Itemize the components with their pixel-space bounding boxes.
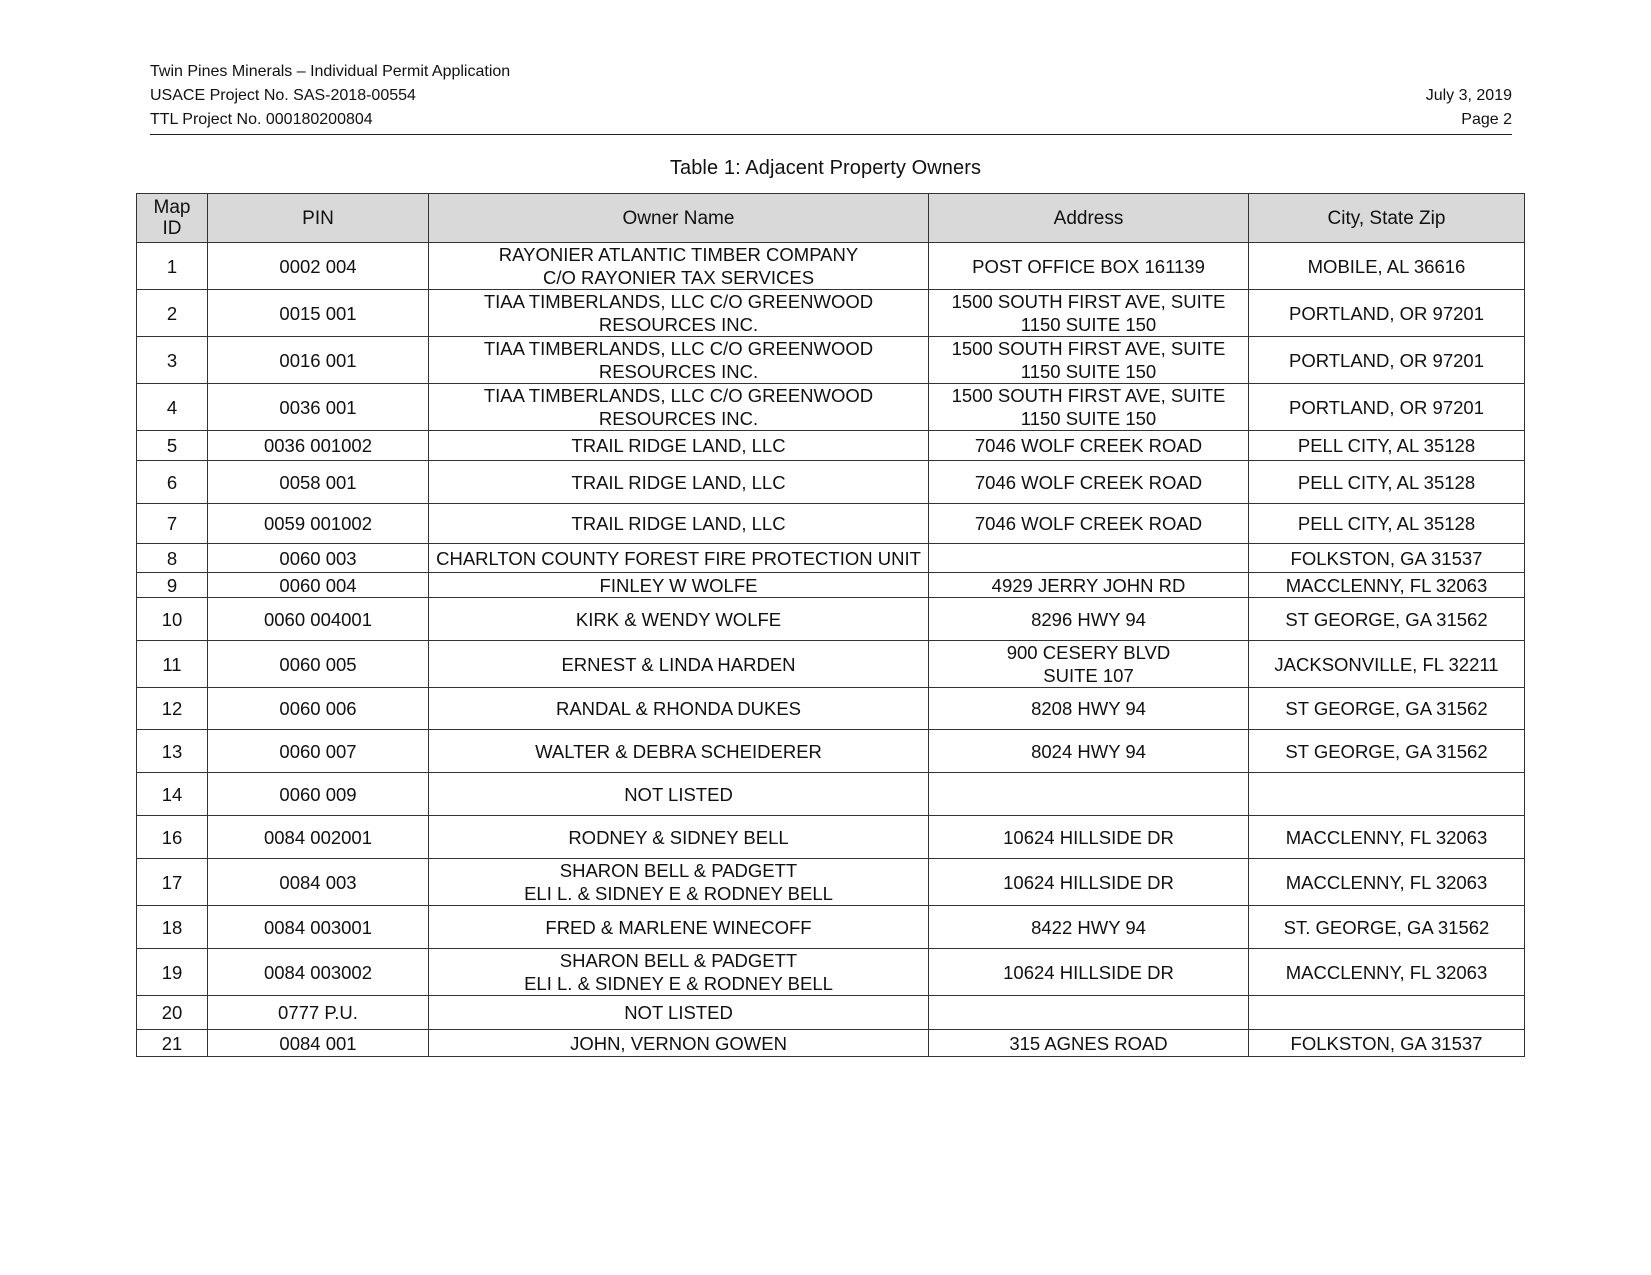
cell-city-state-zip: MACCLENNY, FL 32063 bbox=[1249, 949, 1525, 996]
cell-address-line: 1150 SUITE 150 bbox=[1020, 408, 1157, 429]
cell-map-id: 4 bbox=[137, 384, 208, 431]
header-date: July 3, 2019 bbox=[1425, 87, 1512, 104]
cell-pin: 0084 002001 bbox=[208, 816, 429, 859]
cell-owner-name-line: NOT LISTED bbox=[624, 1002, 733, 1023]
cell-address bbox=[929, 996, 1249, 1030]
cell-address bbox=[929, 1030, 1249, 1057]
table-row bbox=[137, 641, 1525, 688]
cell-address bbox=[929, 290, 1249, 337]
cell-owner-name bbox=[429, 641, 929, 688]
table-row bbox=[137, 243, 1525, 290]
cell-address-line: 1150 SUITE 150 bbox=[1020, 314, 1157, 335]
table-row bbox=[137, 504, 1525, 544]
cell-owner-name bbox=[429, 337, 929, 384]
cell-pin: 0015 001 bbox=[208, 290, 429, 337]
cell-address-line: 7046 WOLF CREEK ROAD bbox=[974, 513, 1203, 534]
cell-owner-name bbox=[429, 598, 929, 641]
cell-pin: 0060 005 bbox=[208, 641, 429, 688]
cell-map-id: 11 bbox=[137, 641, 208, 688]
cell-owner-name-line: NOT LISTED bbox=[624, 783, 733, 805]
table-row bbox=[137, 730, 1525, 773]
cell-city-state-zip: FOLKSTON, GA 31537 bbox=[1249, 544, 1525, 573]
cell-map-id: 2 bbox=[137, 290, 208, 337]
cell-address bbox=[929, 641, 1249, 688]
cell-city-state-zip bbox=[1249, 773, 1525, 816]
cell-address bbox=[929, 773, 1249, 816]
cell-address bbox=[929, 730, 1249, 773]
cell-owner-name-line: FINLEY W WOLFE bbox=[599, 574, 758, 596]
column-header-map-id-line: Map bbox=[153, 197, 191, 218]
cell-map-id: 14 bbox=[137, 773, 208, 816]
cell-address bbox=[929, 504, 1249, 544]
table-row bbox=[137, 337, 1525, 384]
cell-city-state-zip: ST GEORGE, GA 31562 bbox=[1249, 598, 1525, 641]
cell-address bbox=[929, 573, 1249, 598]
cell-city-state-zip: ST. GEORGE, GA 31562 bbox=[1249, 906, 1525, 949]
cell-address bbox=[929, 859, 1249, 906]
cell-owner-name-line: CHARLTON COUNTY FOREST FIRE PROTECTION UNIT bbox=[436, 547, 921, 569]
column-header-address: Address bbox=[929, 194, 1249, 243]
cell-owner-name-line: WALTER & DEBRA SCHEIDERER bbox=[535, 740, 822, 762]
cell-address bbox=[929, 384, 1249, 431]
cell-address-line: 1150 SUITE 150 bbox=[1020, 361, 1157, 382]
cell-address-line: 315 AGNES ROAD bbox=[1009, 1032, 1168, 1054]
cell-address-line: 8422 HWY 94 bbox=[1031, 916, 1146, 938]
cell-owner-name bbox=[429, 996, 929, 1030]
cell-address-line: SUITE 107 bbox=[1043, 665, 1134, 686]
table-body bbox=[137, 243, 1525, 1057]
cell-owner-name bbox=[429, 730, 929, 773]
cell-owner-name-line: JOHN, VERNON GOWEN bbox=[570, 1032, 787, 1054]
cell-city-state-zip: JACKSONVILLE, FL 32211 bbox=[1249, 641, 1525, 688]
cell-map-id: 16 bbox=[137, 816, 208, 859]
cell-pin: 0777 P.U. bbox=[208, 996, 429, 1030]
cell-address-line: 1500 SOUTH FIRST AVE, SUITE bbox=[951, 385, 1226, 406]
cell-city-state-zip: MACCLENNY, FL 32063 bbox=[1249, 859, 1525, 906]
cell-city-state-zip: FOLKSTON, GA 31537 bbox=[1249, 1030, 1525, 1057]
cell-pin: 0059 001002 bbox=[208, 504, 429, 544]
cell-map-id: 1 bbox=[137, 243, 208, 290]
table-row bbox=[137, 1030, 1525, 1057]
cell-owner-name-line: RESOURCES INC. bbox=[598, 408, 759, 429]
table-title: Table 1: Adjacent Property Owners bbox=[669, 157, 982, 179]
cell-owner-name-line: TRAIL RIDGE LAND, LLC bbox=[571, 471, 786, 493]
cell-address-line: 10624 HILLSIDE DR bbox=[1003, 961, 1174, 983]
cell-pin: 0036 001002 bbox=[208, 431, 429, 461]
cell-owner-name-line: TIAA TIMBERLANDS, LLC C/O GREENWOOD bbox=[483, 291, 874, 312]
cell-owner-name bbox=[429, 461, 929, 504]
cell-owner-name-line: TRAIL RIDGE LAND, LLC bbox=[571, 513, 786, 534]
cell-pin: 0060 009 bbox=[208, 773, 429, 816]
cell-map-id: 8 bbox=[137, 544, 208, 573]
cell-owner-name bbox=[429, 773, 929, 816]
cell-map-id: 19 bbox=[137, 949, 208, 996]
table-row bbox=[137, 949, 1525, 996]
cell-owner-name bbox=[429, 688, 929, 730]
column-header-city-state-zip: City, State Zip bbox=[1249, 194, 1525, 243]
cell-owner-name-line: ERNEST & LINDA HARDEN bbox=[561, 653, 796, 675]
cell-map-id: 13 bbox=[137, 730, 208, 773]
cell-map-id: 5 bbox=[137, 431, 208, 461]
cell-map-id: 10 bbox=[137, 598, 208, 641]
cell-owner-name bbox=[429, 431, 929, 461]
cell-address-line: 1500 SOUTH FIRST AVE, SUITE bbox=[951, 338, 1226, 359]
cell-city-state-zip: ST GEORGE, GA 31562 bbox=[1249, 730, 1525, 773]
cell-pin: 0084 003002 bbox=[208, 949, 429, 996]
cell-address bbox=[929, 949, 1249, 996]
cell-address-line: 10624 HILLSIDE DR bbox=[1003, 871, 1174, 893]
cell-pin: 0084 003 bbox=[208, 859, 429, 906]
cell-owner-name-line: KIRK & WENDY WOLFE bbox=[575, 608, 782, 630]
header-usace-project-no: USACE Project No. SAS-2018-00554 bbox=[150, 87, 416, 104]
cell-city-state-zip: PORTLAND, OR 97201 bbox=[1249, 290, 1525, 337]
table-row bbox=[137, 859, 1525, 906]
cell-address bbox=[929, 598, 1249, 641]
cell-address-line: 1500 SOUTH FIRST AVE, SUITE bbox=[951, 291, 1226, 312]
cell-address-line: 10624 HILLSIDE DR bbox=[1003, 826, 1174, 848]
header-ttl-project-no: TTL Project No. 000180200804 bbox=[150, 111, 373, 128]
cell-pin: 0060 003 bbox=[208, 544, 429, 573]
cell-owner-name-line: TIAA TIMBERLANDS, LLC C/O GREENWOOD bbox=[483, 338, 874, 359]
table-row bbox=[137, 290, 1525, 337]
cell-owner-name bbox=[429, 243, 929, 290]
cell-pin: 0060 004 bbox=[208, 573, 429, 598]
cell-address-line: 8024 HWY 94 bbox=[1031, 740, 1146, 762]
cell-city-state-zip: PELL CITY, AL 35128 bbox=[1249, 504, 1525, 544]
table-row bbox=[137, 688, 1525, 730]
cell-address-line: 7046 WOLF CREEK ROAD bbox=[974, 471, 1203, 493]
cell-address-line: 8208 HWY 94 bbox=[1031, 698, 1146, 719]
cell-owner-name-line: TIAA TIMBERLANDS, LLC C/O GREENWOOD bbox=[483, 385, 874, 406]
cell-pin: 0060 007 bbox=[208, 730, 429, 773]
adjacent-property-owners-table bbox=[136, 193, 1525, 1057]
cell-city-state-zip: ST GEORGE, GA 31562 bbox=[1249, 688, 1525, 730]
cell-owner-name-line: SHARON BELL & PADGETT bbox=[559, 860, 798, 881]
cell-address bbox=[929, 431, 1249, 461]
cell-address-line: 900 CESERY BLVD bbox=[1006, 642, 1171, 663]
table-row bbox=[137, 598, 1525, 641]
cell-city-state-zip: PORTLAND, OR 97201 bbox=[1249, 384, 1525, 431]
cell-address bbox=[929, 544, 1249, 573]
table-row bbox=[137, 773, 1525, 816]
cell-address-line: POST OFFICE BOX 161139 bbox=[972, 255, 1205, 277]
cell-map-id: 3 bbox=[137, 337, 208, 384]
cell-map-id: 21 bbox=[137, 1030, 208, 1057]
table-row bbox=[137, 431, 1525, 461]
cell-owner-name bbox=[429, 949, 929, 996]
table-row bbox=[137, 384, 1525, 431]
cell-owner-name-line: ELI L. & SIDNEY E & RODNEY BELL bbox=[524, 883, 833, 904]
cell-pin: 0036 001 bbox=[208, 384, 429, 431]
cell-city-state-zip bbox=[1249, 996, 1525, 1030]
cell-address bbox=[929, 688, 1249, 730]
cell-owner-name-line: RESOURCES INC. bbox=[598, 361, 759, 382]
column-header-map-id bbox=[137, 194, 208, 243]
cell-pin: 0060 004001 bbox=[208, 598, 429, 641]
cell-address-line: 7046 WOLF CREEK ROAD bbox=[974, 435, 1203, 456]
cell-pin: 0084 003001 bbox=[208, 906, 429, 949]
cell-owner-name bbox=[429, 859, 929, 906]
cell-owner-name bbox=[429, 544, 929, 573]
cell-map-id: 17 bbox=[137, 859, 208, 906]
header-right-block bbox=[1426, 84, 1512, 132]
table-row bbox=[137, 906, 1525, 949]
cell-pin: 0002 004 bbox=[208, 243, 429, 290]
table-row bbox=[137, 544, 1525, 573]
table-row bbox=[137, 461, 1525, 504]
cell-address-line: 4929 JERRY JOHN RD bbox=[991, 574, 1186, 596]
header-project-title: Twin Pines Minerals – Individual Permit Application bbox=[150, 63, 511, 80]
cell-city-state-zip: MACCLENNY, FL 32063 bbox=[1249, 816, 1525, 859]
table-row bbox=[137, 996, 1525, 1030]
cell-address bbox=[929, 816, 1249, 859]
cell-address bbox=[929, 461, 1249, 504]
cell-city-state-zip: PELL CITY, AL 35128 bbox=[1249, 461, 1525, 504]
cell-owner-name bbox=[429, 504, 929, 544]
column-header-map-id-line: ID bbox=[162, 218, 182, 239]
header-page-number: Page 2 bbox=[1461, 111, 1512, 128]
cell-map-id: 18 bbox=[137, 906, 208, 949]
cell-owner-name-line: SHARON BELL & PADGETT bbox=[559, 950, 798, 971]
cell-city-state-zip: PORTLAND, OR 97201 bbox=[1249, 337, 1525, 384]
page-header bbox=[150, 60, 1512, 135]
cell-owner-name-line: TRAIL RIDGE LAND, LLC bbox=[571, 435, 786, 456]
cell-address-line: 8296 HWY 94 bbox=[1031, 608, 1146, 630]
cell-city-state-zip: PELL CITY, AL 35128 bbox=[1249, 431, 1525, 461]
cell-pin: 0060 006 bbox=[208, 688, 429, 730]
cell-city-state-zip: MACCLENNY, FL 32063 bbox=[1249, 573, 1525, 598]
cell-owner-name bbox=[429, 906, 929, 949]
cell-owner-name-line: RANDAL & RHONDA DUKES bbox=[555, 698, 801, 719]
cell-pin: 0058 001 bbox=[208, 461, 429, 504]
cell-map-id: 12 bbox=[137, 688, 208, 730]
table-row bbox=[137, 816, 1525, 859]
cell-pin: 0084 001 bbox=[208, 1030, 429, 1057]
cell-owner-name-line: C/O RAYONIER TAX SERVICES bbox=[542, 267, 815, 288]
cell-owner-name bbox=[429, 1030, 929, 1057]
cell-owner-name bbox=[429, 290, 929, 337]
cell-owner-name bbox=[429, 816, 929, 859]
cell-owner-name bbox=[429, 384, 929, 431]
cell-owner-name-line: RAYONIER ATLANTIC TIMBER COMPANY bbox=[498, 244, 859, 265]
cell-address bbox=[929, 337, 1249, 384]
cell-map-id: 7 bbox=[137, 504, 208, 544]
header-left-block bbox=[150, 60, 510, 132]
cell-map-id: 6 bbox=[137, 461, 208, 504]
table-row bbox=[137, 573, 1525, 598]
cell-map-id: 9 bbox=[137, 573, 208, 598]
table-header-row bbox=[137, 194, 1525, 243]
cell-owner-name bbox=[429, 573, 929, 598]
cell-owner-name-line: RODNEY & SIDNEY BELL bbox=[568, 826, 789, 848]
cell-owner-name-line: ELI L. & SIDNEY E & RODNEY BELL bbox=[524, 973, 833, 994]
cell-address bbox=[929, 243, 1249, 290]
column-header-pin: PIN bbox=[208, 194, 429, 243]
cell-map-id: 20 bbox=[137, 996, 208, 1030]
column-header-owner-name: Owner Name bbox=[429, 194, 929, 243]
cell-pin: 0016 001 bbox=[208, 337, 429, 384]
cell-owner-name-line: RESOURCES INC. bbox=[598, 314, 759, 335]
cell-owner-name-line: FRED & MARLENE WINECOFF bbox=[545, 916, 812, 938]
cell-address bbox=[929, 906, 1249, 949]
cell-city-state-zip: MOBILE, AL 36616 bbox=[1249, 243, 1525, 290]
